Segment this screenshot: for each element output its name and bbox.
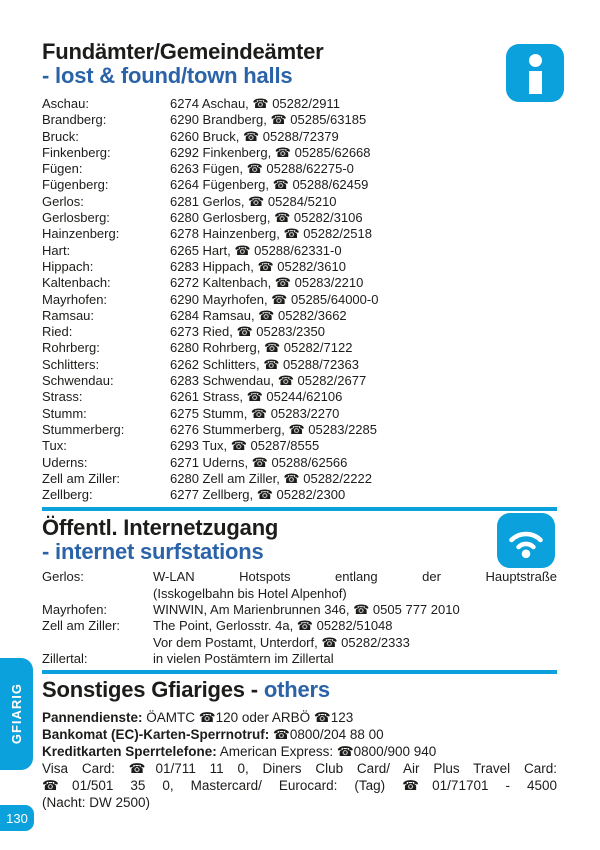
others-line — [42, 726, 557, 743]
town-hall-directory — [42, 96, 557, 503]
place-label: Mayrhofen: — [42, 602, 108, 618]
town-value: 6280 Gerlosberg, ☎ 05282/3106 — [170, 210, 363, 226]
town-value: 6271 Uderns, ☎ 05288/62566 — [170, 454, 348, 470]
page-content — [42, 0, 557, 811]
directory-entry — [42, 96, 557, 112]
directory-entry — [42, 373, 557, 389]
town-label: Brandberg: — [42, 112, 107, 128]
internet-entry-line — [42, 618, 557, 634]
town-value: 6263 Fügen, ☎ 05288/62275-0 — [170, 161, 354, 177]
others-line — [42, 743, 557, 760]
internet-entry-line — [42, 569, 557, 585]
town-value: 6275 Stumm, ☎ 05283/2270 — [170, 405, 340, 421]
town-value: 6292 Finkenberg, ☎ 05285/62668 — [170, 144, 371, 160]
town-label: Hainzenberg: — [42, 226, 120, 242]
town-label: Schlitters: — [42, 356, 100, 372]
town-label: Aschau: — [42, 96, 89, 111]
town-label: Mayrhofen: — [42, 291, 108, 307]
directory-entry — [42, 357, 557, 373]
town-label: Stummerberg: — [42, 421, 125, 437]
info-icon-dot — [529, 54, 542, 67]
place-label: Gerlos: — [42, 569, 84, 585]
directory-entry — [42, 194, 557, 210]
directory-entry — [42, 177, 557, 193]
directory-entry — [42, 324, 557, 340]
town-value: 6281 Gerlos, ☎ 05284/5210 — [170, 193, 337, 209]
directory-entry — [42, 210, 557, 226]
town-label: Finkenberg: — [42, 144, 111, 160]
others-line-rest: (Nacht: DW 2500) — [42, 795, 151, 811]
town-value: 6290 Brandberg, ☎ 05285/63185 — [170, 112, 367, 128]
town-label: Bruck: — [42, 128, 79, 144]
town-label: Ried: — [42, 324, 73, 340]
directory-entry — [42, 471, 557, 487]
internet-entry-line — [42, 651, 557, 667]
town-value: 6261 Strass, ☎ 05244/62106 — [170, 389, 343, 405]
town-label: Zell am Ziller: — [42, 470, 121, 486]
internet-entry-line — [42, 602, 557, 618]
others-line-bold: Kreditkarten Sperrtelefone: — [42, 744, 217, 760]
town-value: 6293 Tux, ☎ 05287/8555 — [170, 438, 320, 454]
town-value: 6278 Hainzenberg, ☎ 05282/2518 — [170, 226, 372, 242]
town-label: Gerlos: — [42, 193, 84, 209]
directory-entry — [42, 438, 557, 454]
town-value: 6273 Ried, ☎ 05283/2350 — [170, 324, 325, 340]
town-value: 6264 Fügenberg, ☎ 05288/62459 — [170, 177, 369, 193]
place-value: WINWIN, Am Marienbrunnen 346, ☎ 0505 777 2010 — [153, 602, 460, 618]
town-label: Hippach: — [42, 258, 94, 274]
section2-title-de: Öffentl. Internetzugang — [42, 515, 279, 541]
directory-entry — [42, 243, 557, 259]
town-value: 6272 Kaltenbach, ☎ 05283/2210 — [170, 275, 364, 291]
town-value: 6276 Stummerberg, ☎ 05283/2285 — [170, 421, 377, 437]
town-label: Fügenberg: — [42, 177, 109, 193]
directory-entry — [42, 161, 557, 177]
internet-entry-line — [42, 635, 557, 651]
sidebar-tab-label: GFIARIG — [9, 683, 24, 745]
town-label: Uderns: — [42, 454, 88, 470]
place-label — [42, 635, 153, 651]
town-label: Hart: — [42, 242, 71, 258]
wifi-icon — [497, 513, 555, 568]
others-line — [42, 777, 557, 794]
town-value: 6283 Hippach, ☎ 05282/3610 — [170, 258, 346, 274]
others-line — [42, 760, 557, 777]
info-icon — [506, 44, 564, 102]
directory-entry — [42, 422, 557, 438]
town-value: 6290 Mayrhofen, ☎ 05285/64000-0 — [170, 291, 379, 307]
town-value: 6280 Rohrberg, ☎ 05282/7122 — [170, 340, 353, 356]
town-label: Schwendau: — [42, 373, 114, 389]
section1-title-de: Fundämter/Gemeindeämter — [42, 39, 324, 64]
directory-entry — [42, 340, 557, 356]
directory-entry — [42, 292, 557, 308]
place-label: Zell am Ziller: — [42, 618, 121, 634]
directory-entry — [42, 308, 557, 324]
town-value: 6283 Schwendau, ☎ 05282/2677 — [170, 373, 367, 389]
page-number-tab — [0, 805, 34, 831]
directory-entry — [42, 455, 557, 471]
section3-title-en: others — [263, 677, 330, 703]
town-label: Ramsau: — [42, 307, 95, 323]
directory-entry — [42, 259, 557, 275]
directory-entry — [42, 145, 557, 161]
section1-title-en: - lost & found/town halls — [42, 63, 293, 88]
town-label: Tux: — [42, 438, 67, 454]
place-value: in vielen Postämtern im Zillertal — [153, 650, 334, 666]
town-value: 6277 Zellberg, ☎ 05282/2300 — [170, 487, 346, 503]
others-list — [42, 709, 557, 811]
section-divider — [42, 670, 557, 674]
others-line-rest: ☎01/501 35 0, Mastercard/ Eurocard: (Tag) ☎01/71701 - 4500 — [42, 778, 557, 794]
place-value: (Isskogelbahn bis Hotel Alpenhof) — [153, 585, 347, 601]
town-value: 6262 Schlitters, ☎ 05288/72363 — [170, 356, 359, 372]
place-value: W-LAN Hotspots entlang der Hauptstraße — [153, 569, 557, 585]
others-line-rest: ☎0800/204 88 00 — [269, 727, 384, 743]
others-line-rest: ÖAMTC ☎120 oder ARBÖ ☎123 — [142, 710, 354, 726]
others-line-bold: Pannendienste: — [42, 710, 143, 726]
place-value: The Point, Gerlosstr. 4a, ☎ 05282/51048 — [153, 618, 393, 634]
directory-entry — [42, 389, 557, 405]
section-divider — [42, 507, 557, 511]
internet-directory — [42, 569, 557, 667]
directory-entry — [42, 112, 557, 128]
directory-entry — [42, 487, 557, 503]
town-label: Strass: — [42, 389, 83, 405]
town-label: Rohrberg: — [42, 340, 100, 356]
town-value: 6265 Hart, ☎ 05288/62331-0 — [170, 242, 342, 258]
others-line — [42, 709, 557, 726]
town-value: 6260 Bruck, ☎ 05288/72379 — [170, 128, 339, 144]
wifi-icon-glyph — [497, 513, 555, 568]
others-line-rest: Visa Card: ☎01/711 11 0, Diners Club Card/ Air Plus Travel Card: — [42, 761, 557, 777]
internet-entry-line — [42, 586, 557, 602]
place-label — [42, 586, 153, 602]
town-label: Zellberg: — [42, 487, 93, 503]
section2-title-en: - internet surfstations — [42, 539, 264, 565]
directory-entry — [42, 275, 557, 291]
section3-title-de: Sonstiges Gfiariges - — [42, 677, 258, 703]
section3-title — [42, 678, 557, 701]
directory-entry — [42, 406, 557, 422]
town-label: Kaltenbach: — [42, 275, 111, 291]
place-label: Zillertal: — [42, 650, 88, 666]
others-line-bold: Bankomat (EC)-Karten-Sperrnotruf: — [42, 727, 270, 743]
place-value: Vor dem Postamt, Unterdorf, ☎ 05282/2333 — [153, 634, 410, 650]
others-line-rest: American Express: ☎0800/900 940 — [216, 744, 437, 760]
town-label: Stumm: — [42, 405, 87, 421]
town-value: 6284 Ramsau, ☎ 05282/3662 — [170, 307, 347, 323]
town-value: 6274 Aschau, ☎ 05282/2911 — [170, 96, 340, 111]
info-icon-stem — [529, 71, 542, 94]
sidebar-tab-gfiarig — [0, 658, 33, 770]
directory-entry — [42, 129, 557, 145]
page-number: 130 — [6, 810, 28, 826]
others-line — [42, 794, 557, 811]
town-label: Fügen: — [42, 161, 83, 177]
town-value: 6280 Zell am Ziller, ☎ 05282/2222 — [170, 470, 372, 486]
directory-entry — [42, 226, 557, 242]
town-label: Gerlosberg: — [42, 210, 110, 226]
